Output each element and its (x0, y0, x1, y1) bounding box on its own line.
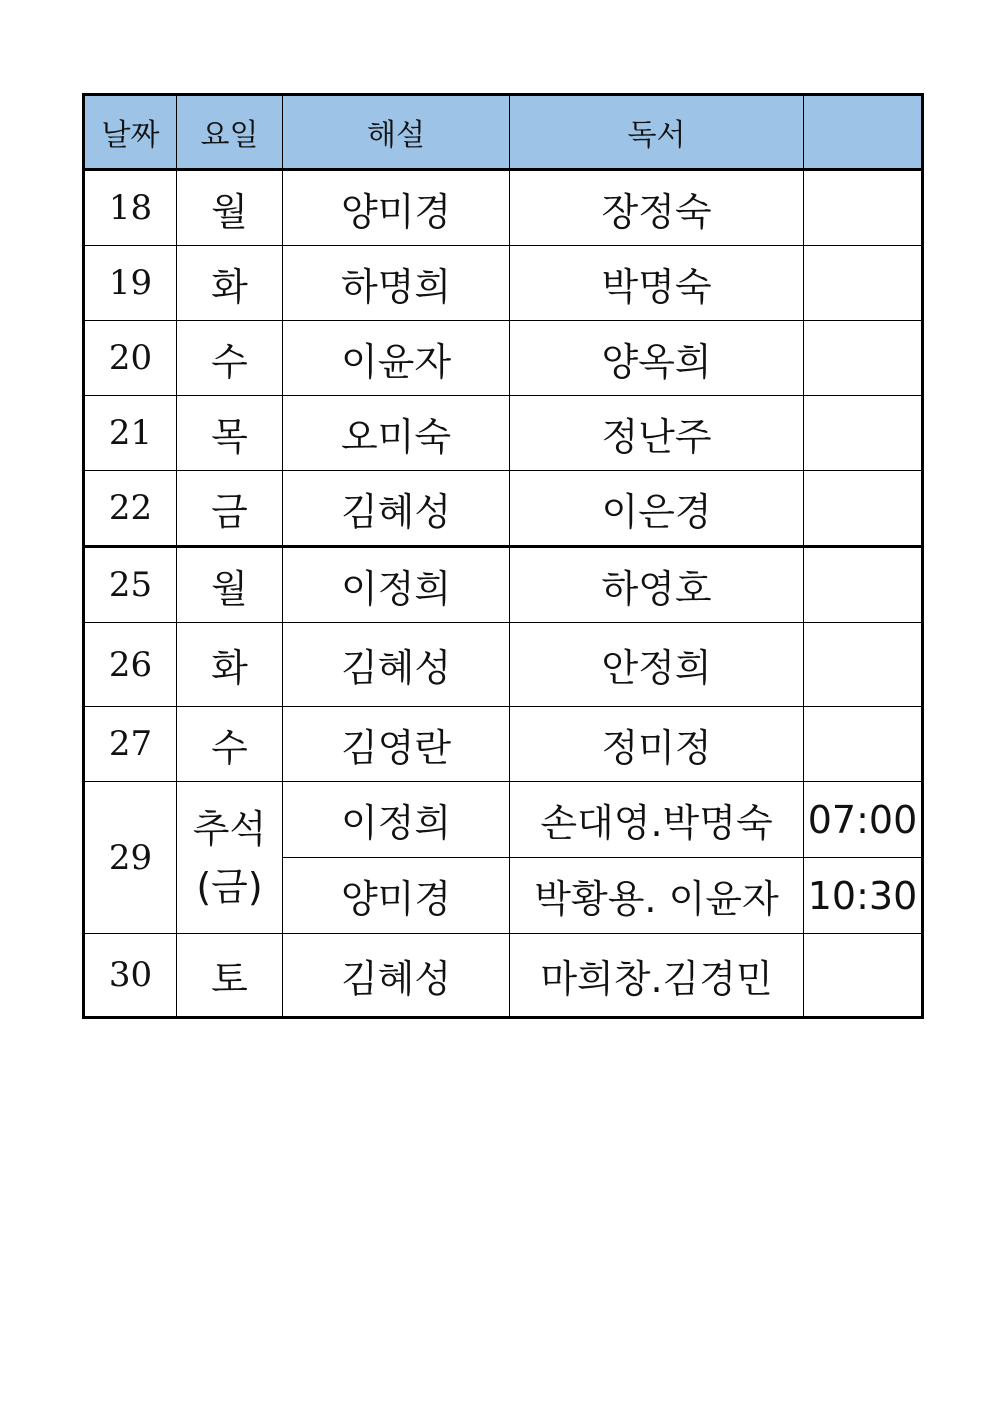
holiday-name: 추석 (192, 806, 267, 851)
date-cell: 22 (84, 471, 177, 547)
commentary-cell: 하명희 (283, 246, 510, 321)
weekday-cell: 토 (177, 934, 283, 1018)
time-cell (804, 170, 923, 246)
commentary-cell: 이정희 (283, 782, 510, 858)
time-cell: 07:00 (804, 782, 923, 858)
schedule-table (82, 93, 924, 1019)
commentary-cell: 김혜성 (283, 471, 510, 547)
reading-cell: 박황용. 이윤자 (510, 858, 804, 934)
date-cell: 25 (84, 547, 177, 623)
weekday-cell: 화 (177, 623, 283, 707)
commentary-cell: 김영란 (283, 707, 510, 782)
reading-cell: 안정희 (510, 623, 804, 707)
table-row (84, 471, 923, 547)
header-reading: 독서 (510, 95, 804, 170)
time-cell (804, 396, 923, 471)
commentary-cell: 이윤자 (283, 321, 510, 396)
time-cell (804, 707, 923, 782)
time-cell (804, 934, 923, 1018)
reading-cell: 양옥희 (510, 321, 804, 396)
reading-cell: 장정숙 (510, 170, 804, 246)
date-cell: 30 (84, 934, 177, 1018)
table-row (84, 782, 923, 858)
weekday-cell: 화 (177, 246, 283, 321)
time-cell (804, 623, 923, 707)
header-time (804, 95, 923, 170)
date-cell: 27 (84, 707, 177, 782)
header-date: 날짜 (84, 95, 177, 170)
header-row (84, 95, 923, 170)
commentary-cell: 이정희 (283, 547, 510, 623)
weekday-cell: 목 (177, 396, 283, 471)
commentary-cell: 오미숙 (283, 396, 510, 471)
holiday-weekday: (금) (196, 864, 263, 909)
weekday-cell: 월 (177, 547, 283, 623)
weekday-cell: 월 (177, 170, 283, 246)
table-row (84, 707, 923, 782)
weekday-cell: 금 (177, 471, 283, 547)
weekday-cell-holiday (177, 782, 283, 934)
weekday-cell: 수 (177, 707, 283, 782)
time-cell (804, 547, 923, 623)
reading-cell: 정난주 (510, 396, 804, 471)
table-row (84, 547, 923, 623)
table-row (84, 321, 923, 396)
commentary-cell: 양미경 (283, 858, 510, 934)
reading-cell: 정미정 (510, 707, 804, 782)
reading-cell: 하영호 (510, 547, 804, 623)
table-row (84, 934, 923, 1018)
date-cell: 19 (84, 246, 177, 321)
table-row (84, 623, 923, 707)
reading-cell: 이은경 (510, 471, 804, 547)
commentary-cell: 김혜성 (283, 623, 510, 707)
time-cell (804, 471, 923, 547)
date-cell: 21 (84, 396, 177, 471)
date-cell: 20 (84, 321, 177, 396)
header-weekday: 요일 (177, 95, 283, 170)
table-row (84, 170, 923, 246)
header-commentary: 해설 (283, 95, 510, 170)
table-row (84, 396, 923, 471)
time-cell: 10:30 (804, 858, 923, 934)
commentary-cell: 양미경 (283, 170, 510, 246)
date-cell: 26 (84, 623, 177, 707)
time-cell (804, 321, 923, 396)
date-cell: 18 (84, 170, 177, 246)
time-cell (804, 246, 923, 321)
reading-cell: 박명숙 (510, 246, 804, 321)
reading-cell: 손대영.박명숙 (510, 782, 804, 858)
table-row (84, 246, 923, 321)
date-cell: 29 (84, 782, 177, 934)
reading-cell: 마희창.김경민 (510, 934, 804, 1018)
commentary-cell: 김혜성 (283, 934, 510, 1018)
weekday-cell: 수 (177, 321, 283, 396)
